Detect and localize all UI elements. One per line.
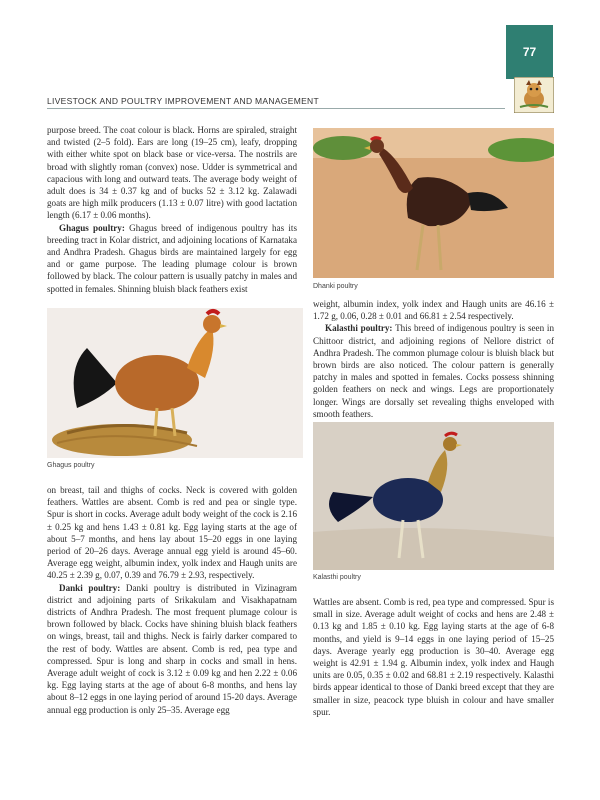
cartoon-animal-logo-icon xyxy=(514,77,554,113)
paragraph-danki xyxy=(47,582,297,716)
dhanki-poultry-photo xyxy=(313,128,554,278)
left-column-top-text xyxy=(47,124,297,295)
header-rule xyxy=(47,108,505,109)
paragraph-kalasthi-continued: Wattles are absent. Comb is red, pea type and compressed. Spur is small in size. Average adult weight of cocks and hens are 2.48 ± 0.13 kg and 1.85 ± 0.10 kg. Egg laying starts at the age of 6-8 months, and yield is 9–14 eggs in one laying period of 15–25 days. Average yearly egg production is 30–40. Average egg weight is 42.91 ± 1.94 g. Albumin index, yolk index and Haugh units are 0.05, 0.35 ± 0.02 and 68.81 ± 2.19 respectively. Kalasthi birds appear identical to those of Danki breed except that they are smaller in size, peacock type bluish in colour and have smaller spur. xyxy=(313,597,554,717)
kalasthi-poultry-photo xyxy=(313,422,554,570)
kalasthi-caption: Kalasthi poultry xyxy=(313,574,361,581)
breed-name-danki: Danki poultry: xyxy=(59,582,121,593)
paragraph-dhanki-continued: weight, albumin index, yolk index and Haugh units are 46.16 ± 1.72 g, 0.06, 0.28 ± 0.01 and 66.81 ± 2.54 respectively. xyxy=(313,299,554,322)
paragraph-ghagus-continued: on breast, tail and thighs of cocks. Neck is covered with golden feathers. Wattles are absent. Comb is red and pea or single type. Spur is short in cocks. Average adult body weight of the cock is 2.16 ± 0.25 kg and hens 1.43 ± 0.81 kg. Egg laying starts at the age of about 5–7 months, and hens lay about 15–20 eggs in one laying period of 20–26 days. Average annual egg yield is around 45–60. Average egg weight, albumin index, yolk index and Haugh units are 40.25 ± 2.39 g, 0.07, 0.39 and 76.79 ± 2.93, respectively. xyxy=(47,485,297,581)
paragraph-ghagus-text: Ghagus breed of indigenous poultry has its breeding tract in Kolar district, and adjoining locations of Karnataka and Andhra Pradesh. Ghagus birds are maintained largely for egg and or game purpose. The leading plumage colour is brown followed by black. The colour pattern is usually patchy in males and spotted in females. Shinning bluish black feathers exist xyxy=(47,222,297,294)
paragraph-kalasthi-text: This breed of indigenous poultry is seen in Chittoor district, and adjoining regions of Nellore district of Andhra Pradesh. The common plumage colour is bluish black but brown birds are also noticed. The colour pattern is generally patchy in males and spotted in females. Cocks possess shinning golden feathers on neck and wings. Legs are proportionately longer. Wings are dorsally set revealing thighs enveloped with smooth feathers. xyxy=(313,323,555,419)
dhanki-caption: Dhanki poultry xyxy=(313,283,358,290)
paragraph-kalasthi xyxy=(313,322,554,420)
paragraph-zalawadi: purpose breed. The coat colour is black. Horns are spiraled, straight and twisted (2–5 fold). Ears are long (19–25 cm), leafy, dropping with either white spot on black base or vice-versa. The nostrils are broad with slightly roman (convex) nose. Udder is symmetrical and capacious with long and outward teats. The average body weight of adult does is 34 ± 0.37 kg and of bucks 52 ± 3.12 kg. Zalawadi goats are high milk producers (1.13 ± 0.07 litre) with good lactation length (6.17 ± 0.06 months). xyxy=(47,125,297,221)
ghagus-caption: Ghagus poultry xyxy=(47,462,95,469)
right-column-bottom-text xyxy=(313,596,554,718)
page-number-tab xyxy=(506,25,553,79)
running-head: LIVESTOCK AND POULTRY IMPROVEMENT AND MANAGEMENT xyxy=(47,96,319,106)
paragraph-danki-text: Danki poultry is distributed in Vizinagram district and adjoining parts of Srikakulam and Visakhapatnam districts of Andhra Pradesh. The most frequent plumage colour is brown followed by black. Cocks have shining bluish black feathers on wings, breast, tail and thighs. Neck is fairly darker compared to the rest of body. Wattles are absent. Comb is red, pea type and compressed. Spur is long and sharp in cocks and small in hens. Average adult weight of cock is 3.12 ± 0.09 kg and hen 2.22 ± 0.06 kg. Egg laying starts at the age of about 6-8 months, and hens lay about 8–12 eggs in one laying period of around 15-20 days. Average annual egg production is only 25–35. Average egg xyxy=(47,582,298,715)
ghagus-poultry-photo xyxy=(47,308,303,458)
paragraph-ghagus xyxy=(47,222,297,295)
left-column-bottom-text xyxy=(47,484,297,716)
page-number: 77 xyxy=(522,45,537,59)
breed-name-kalasthi: Kalasthi poultry: xyxy=(325,323,393,334)
right-column-mid-text xyxy=(313,298,554,420)
breed-name-ghagus: Ghagus poultry: xyxy=(59,222,125,233)
